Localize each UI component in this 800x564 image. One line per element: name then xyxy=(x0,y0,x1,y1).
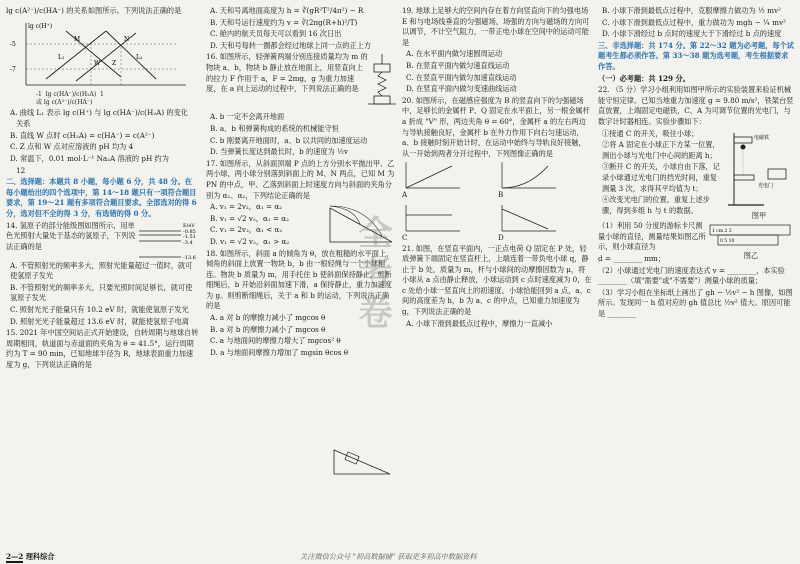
graph-label-z: Z xyxy=(112,59,117,67)
spring-block-diagram xyxy=(368,52,396,112)
graph-ylabel: lg c(H⁺) xyxy=(28,22,53,30)
q18-opt-d: D. a 与地面间摩擦力增加了 mgsin θcos θ xyxy=(210,347,349,357)
footer-note: 关注微信公众号 "初高数据铺" 获取更多初高中数据资料 xyxy=(300,552,477,561)
q22-step-2: ②将 A 固定在小球正下方某一位置，测出小球与光电门中心间的距离 h； xyxy=(602,140,720,160)
electromagnet-label: 电磁铁 xyxy=(754,134,770,141)
q14-opt-b: B. 不管照射光的频率多大，只要光照时间足够长，就可使氢原子发光 xyxy=(10,282,193,303)
section-3-heading: 三、非选择题：共 174 分。第 22～32 题为必考题，每个试题考生都必须作答。第 33～38 题为选考题，考生根据要求作答。 xyxy=(598,40,794,71)
q21-opt-d: D. 小球下滑经过 b 点时的速度大于下滑经过 b 点的速度 xyxy=(602,29,782,39)
figure-b-caption: 图乙 xyxy=(743,251,759,261)
graph-tick-neg7: -7 xyxy=(10,65,16,73)
q21-opt-b: B. 小球下滑到最低点过程中，克服摩擦力做功为 ½ mv² xyxy=(602,6,781,15)
q13-opt-a2: 关系 xyxy=(16,119,31,129)
q17-opt-c: C. v₁ = 2v₂，α₁ < α₂ xyxy=(210,225,283,235)
q16-block xyxy=(206,52,396,112)
photogate-label: 光电门 xyxy=(758,182,774,189)
q20-graph-label-d: D xyxy=(498,232,504,242)
q15-opt-c: C. 舱内的航天员每天可以看到 16 次日出 xyxy=(210,29,342,39)
q22-steps xyxy=(598,129,724,222)
q15-opt-d: D. 天和号每转一圈都会经过地球上同一点的正上方 xyxy=(210,40,372,50)
required-section: （一）必考题：共 129 分。 xyxy=(598,73,690,83)
column-4 xyxy=(598,6,794,320)
q20-graph-label-c: C xyxy=(402,232,408,242)
q22-vernier-block xyxy=(598,221,794,265)
q19-opt-c: C. 在竖直平面内做匀加速直线运动 xyxy=(406,72,517,82)
q14-opt-c: C. 照射光光子能量只有 10.2 eV 时，就能使氢原子发光 xyxy=(10,304,189,314)
q13-opt-d: D. 常温下，0.01 mol·L⁻¹ Na₂A 溶液的 pH 约为 xyxy=(10,153,169,163)
q22-step-4: ④改变光电门的位置，重复上述步骤，得到多组 h 与 t 的数据。 xyxy=(602,195,710,215)
q17-stem: 17. 如图所示，从斜面顶端 P 点的上方分别水平抛出甲、乙两小球，两小球分别落到斜面上的 M、N 两点，已知 M 为 PN 的中点，甲、乙落到斜面上时速度方向与斜面的夹角分别为 α₁、α₂，下列结论正确的是 xyxy=(206,158,395,200)
ph-graph xyxy=(6,19,191,89)
page-footer xyxy=(0,550,800,564)
graph-label-n: N xyxy=(124,35,130,43)
q22-part1-text: （1）利用 50 分度的游标卡尺测量小球的直径，测量结果如图乙所示，则小球直径为 xyxy=(598,221,706,252)
q15-stem: 15. 2021 年中国空间站正式开始建设，自转周期与地球自转周期相同，轨道面与赤道面的夹角为 θ = 41.5°，运行周期约为 T = 90 min，已知地球半径为 R，地球表面重力加速度为 g，下列说法正确的是 xyxy=(6,328,199,369)
graph-label-m: M xyxy=(74,35,81,43)
q22-part1-answer: d = ________ mm； xyxy=(598,253,666,263)
q20-graph-label-b: B xyxy=(498,190,504,200)
vernier-figure xyxy=(708,221,794,265)
graph-xlabel-a: lg c(HA⁻)/c(H₂A) xyxy=(45,90,97,98)
q16-opt-a: A. b 一定不会离开地面 xyxy=(210,112,285,122)
energy-level-1: -13.6 xyxy=(183,254,196,261)
q20-stem: 20. 如图所示，在磁感应强度为 B 的竖直向下的匀强磁场中，足够长的金属杆 P、Q 固定在水平面上，另一根金属杆 a 折成 "V" 形，两边夹角 θ = 60°，金属杆 a 的左右两边与导轨接触良好，金属杆 b 在外力作用下向右匀速运动，a、b 接触时刻开始计时，在运动中始终与导轨良好接触，从一开始到两者分开过程中，下列图像正确的是 xyxy=(402,95,590,158)
graph-xtick-1: 1 xyxy=(100,90,104,98)
q16-opt-b: B. a、b 和弹簧构成的系统的机械能守恒 xyxy=(210,123,339,133)
q21-stem: 21. 如图，在竖直平面内，一正点电荷 Q 固定在 P 处，轻质弹簧下端固定在竖直杆上，上端连着一带负电小球 q，静止于 b 处，质量为 m，杆与小球间的动摩擦因数为 μ，将小球从 a 点由静止释放，小球运动到 c 点时速度减为 0，在 c 处给小球一竖直向上的初速度，小球恰能回到 a 点，a、c 间的高度差为 h，b 为 a、c 的中点，已知重力加速度为 g，下列说法正确的是 xyxy=(402,243,592,317)
column-1 xyxy=(6,6,199,371)
vernier-sub-scale: 0 5 10 xyxy=(720,239,735,245)
q16-opt-d: D. 当弹簧长度达到最长时，b 的速度为 ½v xyxy=(210,147,349,157)
graph-xlabel xyxy=(6,91,199,107)
q18-opt-b: B. a 对 b 的摩擦力减小了 mgcos θ xyxy=(210,324,326,334)
q18-stem: 18. 如图所示，斜面 a 的倾角为 θ，放在粗糙的水平面上，倾角的斜面上放置一物块 b，b 由一根轻绳与一个小球相连。物块 b 质量为 m，用手托住 b 使斜面保持静止，剪断细绳后，b 开始沿斜面加速下滑，a 保持静止，重力加速度为 g。则剪断细绳后，关于 a 和 b 的运动，下列说法正确的是 xyxy=(206,248,394,311)
vernier-main-scale: 1 cm 2 3 xyxy=(712,229,732,235)
energy-level-2: -3.4 xyxy=(183,239,193,246)
graph-tick-neg5: -5 xyxy=(10,40,16,48)
graph-xtick-neg1: -1 xyxy=(36,90,42,98)
q20-graph-d xyxy=(498,203,592,244)
q22-part1 xyxy=(598,221,708,265)
q20-graph-a xyxy=(402,160,496,201)
watermark: 全考卷 xyxy=(352,215,392,335)
graph-label-l1: L₁ xyxy=(58,53,65,61)
q22-stem: 22. （5 分）学习小组利用如图甲所示的实验装置来验证机械能守恒定律。已知当地重力加速度 g = 9.80 m/s²，铁架台竖直放置，上端固定电磁铁，C、A 为可调节位置的光电门，与数字计时器相连。实验步骤如下： xyxy=(598,85,794,126)
q22-step-1: ①接通 C 的开关，吸住小球； xyxy=(602,128,699,138)
q13-opt-d2: 12 xyxy=(16,165,26,175)
q17-opt-b: B. v₁ = √2 v₂，α₁ = α₂ xyxy=(210,213,290,223)
energy-axis-label: E/eV xyxy=(183,222,195,229)
q14-opt-d: D. 照射光光子能量超过 13.6 eV 时，就能使氢原子电离 xyxy=(10,316,189,326)
q19-opt-b: B. 在竖直平面内做匀速直线运动 xyxy=(406,60,510,70)
q13-opt-b: B. 直线 W 点时 c(H₂A) = c(HA⁻) = c(A²⁻) xyxy=(10,130,155,140)
q18-opt-c: C. a 与地面间的摩擦力增大了 mgcos² θ xyxy=(210,336,341,346)
q21-opt-c: C. 小球下滑到最低点过程中，重力做功为 mgh − ¼ mv² xyxy=(602,17,786,27)
graph-label-w: W xyxy=(94,59,101,67)
page-number xyxy=(6,552,54,562)
energy-level-diagram xyxy=(137,221,199,261)
q19-opt-d: D. 在竖直平面内做匀变速曲线运动 xyxy=(406,84,517,94)
section-2-heading: 二、选择题：本题共 8 小题，每小题 6 分，共 48 分。在每小题给出的四个选项中，第 14～18 题只有一项符合题目要求，第 19～21 题有多项符合题目要求。全部选对的得 6 分，选对但不全的得 3 分，有选错的得 0 分。 xyxy=(6,177,197,218)
q22-step-3: ③断开 C 的开关，小球自由下落，记录小球通过光电门的挡光时间，重复测量 3 次，求得其平均值为 t； xyxy=(602,162,720,193)
q20-graph-c xyxy=(402,203,496,244)
q20-graph-grid xyxy=(402,160,592,243)
subject-label: 理科综合 xyxy=(25,552,55,561)
q20-graph-label-a: A xyxy=(402,190,408,200)
q16-opt-c: C. b 刚要离开地面时，a、b 以共同的加速度运动 xyxy=(210,135,368,145)
apparatus-figure xyxy=(724,129,794,222)
q14-stem: 14. 氢原子的部分能级图如图所示，用单色光照射大量处于基态的氢原子，下列说法正确的是 xyxy=(6,220,136,251)
q17-option-list xyxy=(206,202,326,248)
q21-opt-a: A. 小球下滑到最低点过程中，摩擦力一直减小 xyxy=(406,318,553,328)
q22-steps-figure xyxy=(598,129,794,222)
q19-opt-a: A. 在水平面内做匀速圆周运动 xyxy=(406,49,503,59)
energy-level-3: -1.51 xyxy=(183,233,196,240)
q18-opt-a: A. a 对 b 的摩擦力减小了 mgcos θ xyxy=(210,313,326,323)
q14-block xyxy=(6,221,199,261)
graph-label-l2: L₂ xyxy=(136,53,143,61)
q16-stem: 16. 如图所示，轻弹簧两端分别连接质量均为 m 的物块 a、b，物块 b 静止放在地面上，用竖直向上的拉力 F 作用于 a，F = 2mg，g 为重力加速度，在 a 向上运动的过程中，下列说法正确的是 xyxy=(206,52,368,94)
energy-level-4: -0.85 xyxy=(183,228,196,235)
figure-a-caption: 图甲 xyxy=(751,210,767,220)
q13-opt-a: A. 曲线 L₁ 表示 lg c(H⁺) 与 lg c(HA⁻)/c(H₂A) 的变化 xyxy=(10,107,188,117)
q20-graph-b xyxy=(498,160,592,201)
q22-part2: （2）小球通过光电门的速度表达式 v = ________，本实验 ________（填"需要"或"不需要"）测量小球的质量； xyxy=(598,265,785,286)
q17-opt-a: A. v₁ = 2v₂，α₁ = α₂ xyxy=(210,202,283,212)
q22-part3: （3）学习小组在坐标纸上画出了 gh − ½v² − h 图像，如图所示。发现同一 h 值对应的 gh 值总比 ½v² 值大。原因可能是 ________ xyxy=(598,287,793,318)
page-number-value: 2—2 xyxy=(6,552,24,561)
q15-opt-a: A. 天和号离地面高度为 h = ∛(gR²T²/4π²) − R xyxy=(210,6,364,15)
graph-xlabel-b: 或 lg c(A²⁻)/c(HA⁻) xyxy=(36,98,93,106)
column-3 xyxy=(402,6,592,330)
incline-block-diagram xyxy=(332,446,392,476)
q15-opt-b: B. 天和号运行速度约为 v = ∛(2πg(R+h)²/T) xyxy=(210,17,358,27)
q13-head: lg c(A²⁻)/c(HA⁻) 的关系如图所示。下列说法正确的是 xyxy=(6,6,182,15)
q19-stem: 19. 地球上足够大的空间内存在着方向竖直向下的匀强电场 E 和与电场线垂直的匀强磁场，场强的方向与磁场的方向可以调节，不计空气阻力，一带正电小球在空间中的运动可能是 xyxy=(402,6,590,47)
q17-opt-d: D. v₁ = √2 v₂，α₁ > α₂ xyxy=(210,236,290,246)
q14-opt-a: A. 不管照射光的频率多大，照射光能量超过一值时，就可使氢原子发光 xyxy=(10,260,193,281)
q13-opt-c: C. Z 点和 W 点对应溶液的 pH 均为 4 xyxy=(10,142,134,152)
